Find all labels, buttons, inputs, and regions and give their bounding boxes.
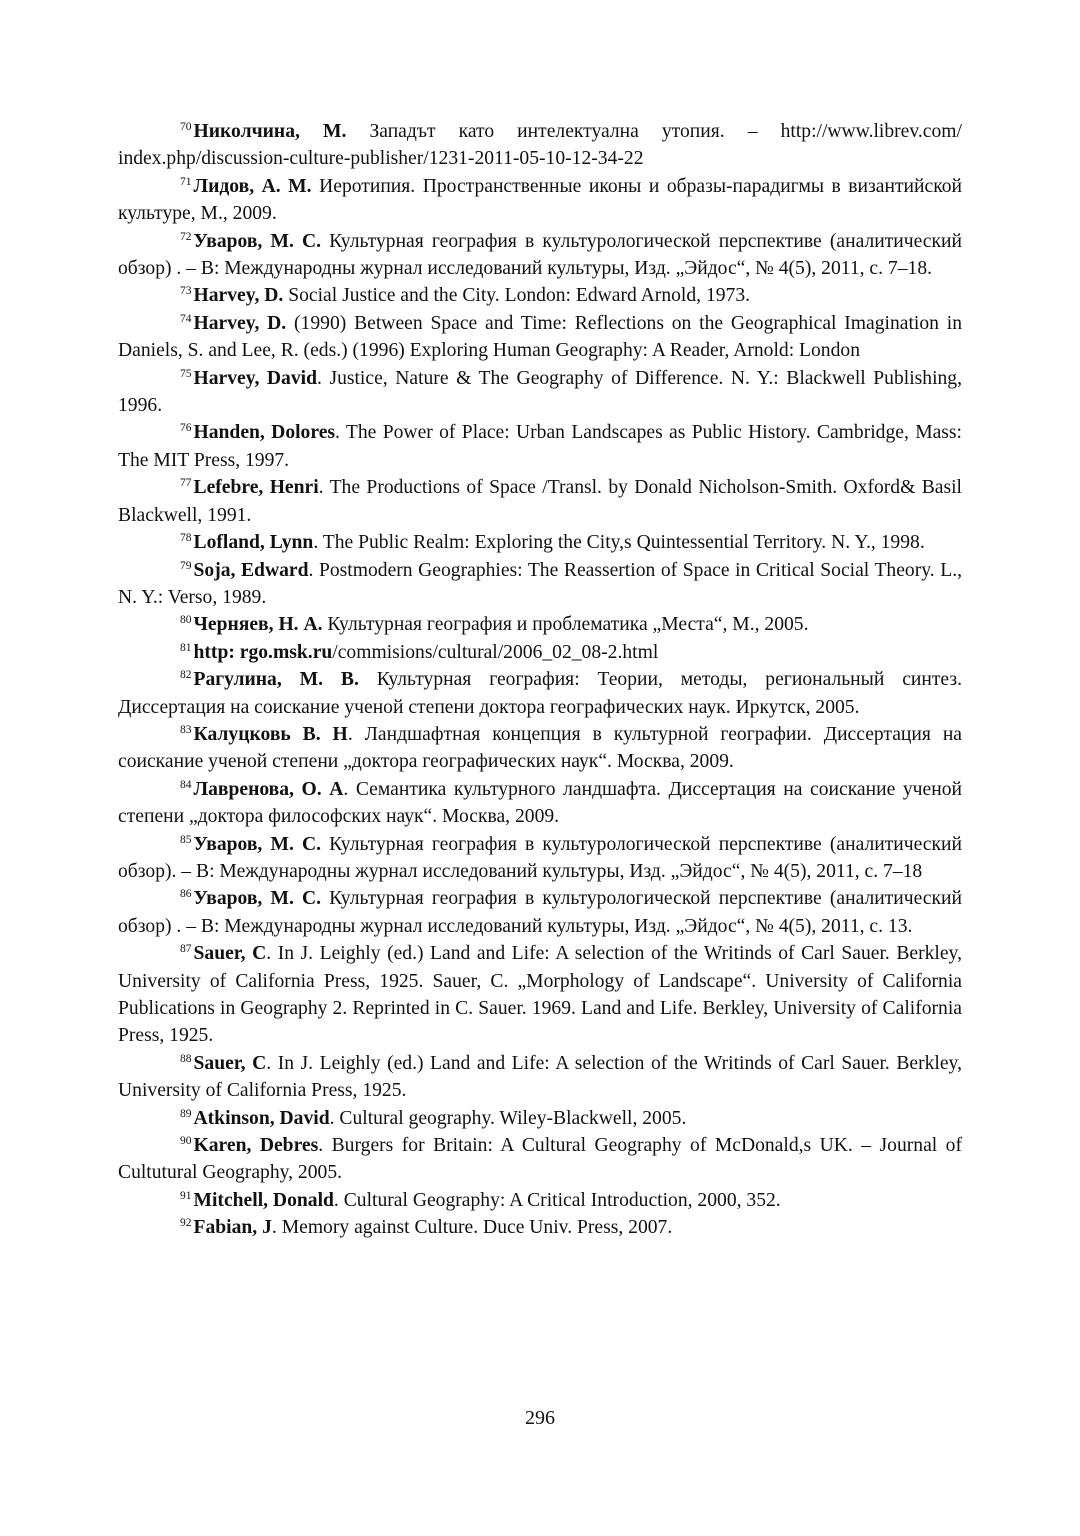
- footnote-text: . Postmodern Geographies: The Reassertion of Space in Critical Social Theory. L., N. Y.: Verso, 1989.: [118, 559, 962, 608]
- footnote-number: 89: [180, 1107, 192, 1120]
- footnote-82: [118, 666, 962, 721]
- footnote-number: 75: [180, 367, 192, 380]
- footnote-text: . Cultural Geography: A Critical Introduction, 2000, 352.: [333, 1189, 781, 1211]
- footnote-number: 80: [180, 614, 192, 627]
- footnote-text: . The Productions of Space /Transl. by Donald Nicholson-Smith. Oxford& Basil Blackwell, 1991.: [118, 477, 962, 526]
- footnote-number: 85: [180, 833, 192, 846]
- footnote-text: Иеротипия. Пространственные иконы и образы-парадигмы в византийской культуре, М., 2009.: [118, 175, 963, 225]
- footnote-author: Николчина, М.: [193, 121, 347, 142]
- footnote-author: Lofland, Lynn: [193, 532, 314, 554]
- footnote-84: [118, 776, 962, 831]
- footnote-text: . In J. Leighly (ed.) Land and Life: A selection of the Writinds of Carl Sauer. Berkley, University of California Press, 1925.: [118, 1052, 962, 1102]
- footnote-number: 76: [180, 422, 192, 435]
- footnote-86: [118, 885, 962, 940]
- footnote-text: Западът като интелектуална утопия. – http://www.librev.com/ index.php/discussion-culture-publisher/1231-2011-05-10-12-34-22: [118, 121, 962, 170]
- footnote-author: Mitchell, Donald: [193, 1189, 334, 1211]
- footnote-72: [118, 228, 962, 283]
- footnote-author: Sauer, C: [193, 943, 267, 965]
- footnote-number: 72: [180, 230, 192, 243]
- footnote-71: [118, 173, 962, 228]
- footnote-text: . Burgers for Britain: A Cultural Geography of McDonald,s UK. – Journal of Cultutural Geography, 2005.: [118, 1135, 962, 1184]
- footnote-79: [118, 557, 962, 612]
- footnote-number: 88: [180, 1052, 192, 1065]
- footnote-88: [118, 1050, 962, 1105]
- footnote-text: Культурная география: Теории, методы, региональный синтез. Диссертация на соискание ученой степени доктора географических наук. Иркутск, 2005.: [118, 669, 962, 718]
- footnote-text: . Семантика культурного ландшафта. Диссертация на соискание ученой степени „доктора философских наук“. Москва, 2009.: [118, 778, 962, 828]
- footnote-81: [118, 639, 962, 666]
- footnote-85: [118, 831, 962, 886]
- footnote-author: Лавренова, О. А: [193, 778, 344, 800]
- footnote-text: (1990) Between Space and Time: Reflections on the Geographical Imagination in Daniels, S. and Lee, R. (eds.) (1996) Exploring Human Geography: A Reader, Arnold: London: [118, 312, 963, 362]
- footnote-number: 73: [180, 285, 192, 298]
- footnote-text: Культурная география в культурологической перспективе (аналитический обзор) . – В: Международны журнал исследований культуры, Изд. „Эйдос“, № 4(5), 2011, с. 7–18.: [118, 230, 962, 280]
- footnote-author: Harvey, David: [193, 367, 317, 389]
- footnote-text: . Ландшафтная концепция в культурной географии. Диссертация на соискание ученой степени „доктора географических наук“. Москва, 2009.: [118, 723, 962, 773]
- footnote-author: Sauer, C: [193, 1052, 267, 1074]
- page-number: 296: [525, 1407, 555, 1429]
- footnote-text: . Cultural geography. Wiley-Blackwell, 2005.: [329, 1107, 687, 1129]
- footnote-author: Калуцковь В. Н: [193, 723, 348, 745]
- footnote-number: 86: [180, 888, 192, 901]
- footnote-73: [118, 282, 962, 309]
- footnote-author: Уваров, М. С.: [193, 888, 322, 910]
- footnote-text: . Justice, Nature & The Geography of Difference. N. Y.: Blackwell Publishing, 1996.: [118, 367, 962, 417]
- footnote-author: Черняев, Н. А.: [193, 614, 323, 636]
- footnote-author: Lefebre, Henri: [193, 477, 319, 499]
- footnote-70: [118, 118, 962, 173]
- footnote-83: [118, 721, 962, 776]
- footnote-number: 77: [180, 477, 192, 490]
- footnote-author: Уваров, М. С.: [193, 833, 322, 855]
- footnote-80: [118, 611, 962, 638]
- footnote-text: . The Power of Place: Urban Landscapes as Public History. Cambridge, Mass: The MIT Press, 1997.: [118, 422, 963, 471]
- footnote-number: 79: [180, 559, 192, 572]
- footnote-text: . In J. Leighly (ed.) Land and Life: A selection of the Writinds of Carl Sauer. Berkley, University of California Press, 1925. Sauer, C. „Morphology of Landscape“. University of California Publications in Geography 2. Reprinted in C. Sauer. 1969. Land and Life. Berkley, University of California Press, 1925.: [118, 943, 962, 1047]
- footnote-author: Лидов, А. М.: [193, 175, 312, 197]
- footnote-text: . Memory against Culture. Duce Univ. Press, 2007.: [271, 1217, 673, 1239]
- footnote-number: 91: [180, 1189, 192, 1202]
- footnote-number: 83: [180, 723, 192, 736]
- footnote-89: [118, 1105, 962, 1132]
- footnote-91: [118, 1187, 962, 1214]
- footnote-text: Social Justice and the City. London: Edward Arnold, 1973.: [283, 285, 751, 307]
- footnote-number: 84: [180, 778, 192, 791]
- footnote-number: 87: [180, 943, 192, 956]
- footnote-text: /commisions/cultural/2006_02_08-2.html: [332, 641, 659, 663]
- footnote-number: 71: [180, 175, 192, 188]
- footnote-author: Рагулина, М. В.: [193, 669, 359, 691]
- footnote-author: Harvey, D.: [193, 312, 287, 334]
- footnote-90: [118, 1132, 962, 1187]
- footnote-75: [118, 365, 962, 420]
- footnote-92: [118, 1214, 962, 1241]
- footnote-author: Atkinson, David: [193, 1107, 330, 1129]
- footnote-text: Культурная география в культурологической перспективе (аналитический обзор). – В: Международны журнал исследований культуры, Изд. „Эйдос“, № 4(5), 2011, с. 7–18: [118, 833, 962, 882]
- footnote-author: Handen, Dolores: [193, 422, 336, 444]
- footnote-author: Уваров, М. С.: [193, 230, 322, 252]
- footnote-74: [118, 310, 962, 365]
- footnote-number: 70: [180, 121, 192, 133]
- footnote-author: Harvey, D.: [193, 285, 284, 307]
- footnote-text: . The Public Realm: Exploring the City,s Quintessential Territory. N. Y., 1998.: [313, 532, 925, 554]
- footnote-number: 81: [180, 641, 192, 654]
- footnote-number: 74: [180, 312, 192, 325]
- footnote-78: [118, 529, 962, 556]
- footnotes-list: [118, 118, 962, 1242]
- footnote-77: [118, 474, 962, 529]
- footnote-author: Karen, Debres: [193, 1135, 319, 1157]
- footnote-87: [118, 940, 962, 1050]
- footnote-author: Fabian, J: [193, 1217, 272, 1239]
- footnote-number: 78: [180, 532, 192, 545]
- footnote-number: 82: [180, 669, 192, 682]
- footnote-76: [118, 419, 962, 474]
- footnote-number: 92: [180, 1217, 192, 1230]
- footnote-author: Soja, Edward: [193, 559, 309, 581]
- footnote-text: Культурная география в культурологической перспективе (аналитический обзор) . – В: Международны журнал исследований культуры, Изд. „Эйдос“, № 4(5), 2011, с. 13.: [118, 888, 962, 937]
- footnote-author: http: rgo.msk.ru: [193, 641, 333, 663]
- footnote-number: 90: [180, 1135, 192, 1148]
- footnote-text: Культурная география и проблематика „Места“, М., 2005.: [322, 614, 809, 636]
